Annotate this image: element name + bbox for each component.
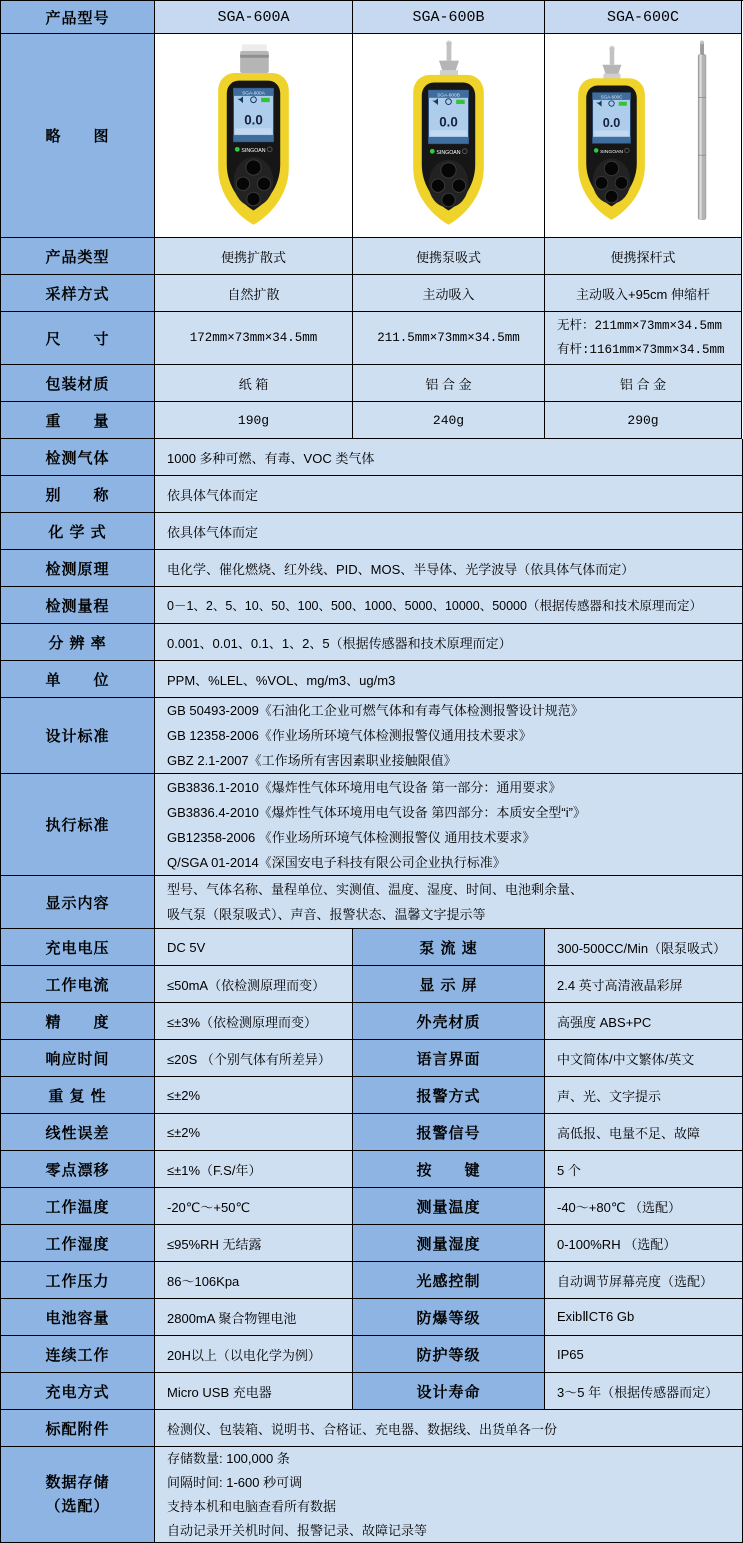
working-temperature-value: -20℃～+50℃ [155,1188,353,1225]
row-label-repeatability: 重 复 性 [1,1077,155,1114]
language-value: 中文简体/中文繁体/英文 [545,1040,743,1077]
execution-standard-line: Q/SGA 01-2014《深国安电子科技有限公司企业执行标准》 [167,854,506,870]
display-screen-value: 2.4 英寸高清液晶彩屏 [545,966,743,1003]
row-continuous-work-protection-rating [1,1336,743,1373]
row-label-alias: 别 称 [1,476,155,513]
row-working-temp-measure-temp [1,1188,743,1225]
explosion-proof-rating-value: ExibⅡCT6 Gb [545,1299,743,1336]
row-execution-standard [1,774,743,876]
units-value: PPM、%LEL、%VOL、mg/m3、ug/m3 [155,661,743,698]
row-packaging [1,365,743,402]
device-photo-sga-600a [155,34,353,238]
row-label-working-humidity: 工作湿度 [1,1225,155,1262]
row-units [1,661,743,698]
row-design-standard [1,698,743,774]
row-zero-drift-buttons [1,1151,743,1188]
header-row [1,1,743,34]
charging-method-value: Micro USB 充电器 [155,1373,353,1410]
dimensions-c [545,312,742,365]
working-humidity-value: ≤95%RH 无结露 [155,1225,353,1262]
row-label-chemical-formula: 化 学 式 [1,513,155,550]
row-label-continuous-work: 连续工作 [1,1336,155,1373]
product-type-a: 便携扩散式 [155,238,353,275]
weight-b: 240g [353,402,545,439]
design-standard-value [155,698,743,774]
screen-reading: 0.0 [439,113,458,129]
row-label-sampling-method: 采样方式 [1,275,155,312]
row-label-measure-humidity: 测量湿度 [353,1225,545,1262]
row-working-current-display-screen [1,966,743,1003]
product-type-c: 便携探杆式 [545,238,742,275]
screen-model-text: SGA-600C [600,94,623,100]
row-label-working-temperature: 工作温度 [1,1188,155,1225]
row-charging-method-design-life [1,1373,743,1410]
design-standard-line: GB 50493-2009《石油化工企业可燃气体和有毒气体检测报警设计规范》 [167,703,584,718]
device-photo-sga-600c [545,34,742,238]
battery-capacity-value: 2800mA 聚合物锂电池 [155,1299,353,1336]
row-label-working-current: 工作电流 [1,966,155,1003]
brand-text: SINGOAN [241,147,266,154]
row-label-buttons: 按 键 [353,1151,545,1188]
row-standard-accessories [1,1410,743,1447]
telescopic-rod-image [698,40,706,219]
execution-standard-line: GB12358-2006 《作业场所环境气体检测报警仪 通用技术要求》 [167,829,536,845]
alarm-signal-value: 高低报、电量不足、故障 [545,1114,743,1151]
row-sampling-method [1,275,743,312]
row-label-units: 单 位 [1,661,155,698]
row-label-dimensions: 尺 寸 [1,312,155,365]
device-photo-sga-600b [353,34,545,238]
row-label-pump-flow: 泵 流 速 [353,929,545,966]
row-alias [1,476,743,513]
repeatability-value: ≤±2% [155,1077,353,1114]
status-led [430,148,435,153]
data-storage-value [155,1447,743,1543]
design-standard-line: GBZ 2.1-2007《工作场所有害因素职业接触限值》 [167,753,457,768]
row-data-storage [1,1447,743,1543]
row-display-content [1,876,743,929]
row-linearity-alarm-signal [1,1114,743,1151]
row-response-time-language [1,1040,743,1077]
accessories-value: 检测仪、包装箱、说明书、合格证、充电器、数据线、出货单各一份 [155,1410,743,1447]
row-label-alarm-signal: 报警信号 [353,1114,545,1151]
dimensions-c-without-rod: 无杆：211mm×73mm×34.5mm [557,319,723,333]
display-content-line: 型号、气体名称、量程单位、实测值、温度、湿度、时间、电池剩余量、 [167,882,584,897]
row-label-design-life: 设计寿命 [353,1373,545,1410]
measure-temperature-value: -40～+80℃ （选配） [545,1188,743,1225]
dimensions-b: 211.5mm×73mm×34.5mm [353,312,545,365]
row-working-pressure-light-control [1,1262,743,1299]
model-name-sga-600a: SGA-600A [155,1,353,34]
detection-range-value: 0－1、2、5、10、50、100、500、1000、5000、10000、50000（根据传感器和技术原理而定） [155,587,743,624]
weight-c: 290g [545,402,742,439]
detection-principle-value: 电化学、催化燃烧、红外线、PID、MOS、半导体、光学波导（依具体气体而定） [155,550,743,587]
pump-flow-value: 300-500CC/Min（限泵吸式） [545,929,743,966]
row-label-packaging: 包装材质 [1,365,155,402]
working-pressure-value: 86～106Kpa [155,1262,353,1299]
row-label-data-storage [1,1447,155,1543]
sampling-a: 自然扩散 [155,275,353,312]
row-resolution [1,624,743,661]
brand-text: SINGOAN [600,149,623,155]
row-working-humidity-measure-humidity [1,1225,743,1262]
buttons-value: 5 个 [545,1151,743,1188]
sampling-b: 主动吸入 [353,275,545,312]
execution-standard-line: GB3836.4-2010《爆炸性气体环境用电气设备 第四部分：本质安全型“i”》 [167,804,586,820]
model-name-sga-600b: SGA-600B [353,1,545,34]
row-accuracy-shell-material [1,1003,743,1040]
row-label-product-type: 产品类型 [1,238,155,275]
packaging-a: 纸 箱 [155,365,353,402]
data-storage-line: 自动记录开关机时间、报警记录、故障记录等 [167,1522,428,1538]
response-time-value: ≤20S （个别气体有所差异） [155,1040,353,1077]
row-label-product-model: 产品型号 [1,1,155,34]
row-label-design-standard: 设计标准 [1,698,155,774]
row-label-accuracy: 精 度 [1,1003,155,1040]
battery-icon [619,101,627,105]
row-weight [1,402,743,439]
row-chemical-formula [1,513,743,550]
gas-detector-pump-image [396,40,501,232]
display-content-value [155,876,743,929]
row-detection-principle [1,550,743,587]
screen-reading: 0.0 [244,112,263,128]
shell-material-value: 高强度 ABS+PC [545,1003,743,1040]
data-storage-line: 支持本机和电脑查看所有数据 [167,1498,337,1514]
data-storage-label-line: 数据存储 [45,1473,110,1491]
row-product-type [1,238,743,275]
row-label-light-control: 光感控制 [353,1262,545,1299]
model-name-sga-600c: SGA-600C [545,1,742,34]
sketch-row [1,34,743,238]
packaging-c: 铝 合 金 [545,365,742,402]
detected-gas-value: 1000 多种可燃、有毒、VOC 类气体 [155,439,743,476]
row-label-detection-principle: 检测原理 [1,550,155,587]
row-dimensions [1,312,743,365]
row-label-sketch: 略 图 [1,34,155,238]
screen-model-text: SGA-600B [437,92,460,98]
product-type-b: 便携泵吸式 [353,238,545,275]
gas-detector-diffusion-image [201,40,306,232]
measure-humidity-value: 0-100%RH （选配） [545,1225,743,1262]
row-label-accessories: 标配附件 [1,1410,155,1447]
row-label-battery-capacity: 电池容量 [1,1299,155,1336]
sampling-c: 主动吸入+95cm 伸缩杆 [545,275,742,312]
row-repeatability-alarm-mode [1,1077,743,1114]
row-label-linearity-error: 线性误差 [1,1114,155,1151]
battery-icon [456,99,465,103]
row-battery-explosion-rating [1,1299,743,1336]
row-label-shell-material: 外壳材质 [353,1003,545,1040]
row-label-weight: 重 量 [1,402,155,439]
continuous-work-value: 20H以上（以电化学为例） [155,1336,353,1373]
chemical-formula-value: 依具体气体而定 [155,513,743,550]
dimensions-c-with-rod: 有杆:1161mm×73mm×34.5mm [557,343,725,357]
row-label-resolution: 分 辨 率 [1,624,155,661]
gas-detector-probe-image [563,40,723,232]
linearity-error-value: ≤±2% [155,1114,353,1151]
row-charge-voltage-pump-flow [1,929,743,966]
data-storage-label-line: （选配） [45,1497,110,1515]
light-control-value: 自动调节屏幕亮度（选配） [545,1262,743,1299]
working-current-value: ≤50mA（依检测原理而变） [155,966,353,1003]
row-detection-range [1,587,743,624]
row-label-execution-standard: 执行标准 [1,774,155,876]
resolution-value: 0.001、0.01、0.1、1、2、5（根据传感器和技术原理而定） [155,624,743,661]
row-label-display-screen: 显 示 屏 [353,966,545,1003]
accuracy-value: ≤±3%（依检测原理而变） [155,1003,353,1040]
execution-standard-line: GB3836.1-2010《爆炸性气体环境用电气设备 第一部分：通用要求》 [167,779,562,795]
weight-a: 190g [155,402,353,439]
status-led [594,148,599,153]
dimensions-a: 172mm×73mm×34.5mm [155,312,353,365]
battery-icon [261,97,270,101]
row-label-protection-rating: 防护等级 [353,1336,545,1373]
alarm-mode-value: 声、光、文字提示 [545,1077,743,1114]
row-label-detected-gas: 检测气体 [1,439,155,476]
row-label-response-time: 响应时间 [1,1040,155,1077]
display-content-line: 吸气泵（限泵吸式）、声音、报警状态、温馨文字提示等 [167,907,486,922]
design-life-value: 3～5 年（根据传感器而定） [545,1373,743,1410]
alias-value: 依具体气体而定 [155,476,743,513]
packaging-b: 铝 合 金 [353,365,545,402]
protection-rating-value: IP65 [545,1336,743,1373]
row-label-display-content: 显示内容 [1,876,155,929]
status-led [235,146,240,151]
zero-drift-value: ≤±1%（F.S/年） [155,1151,353,1188]
row-label-working-pressure: 工作压力 [1,1262,155,1299]
row-detected-gas [1,439,743,476]
row-label-measure-temperature: 测量温度 [353,1188,545,1225]
row-label-explosion-proof-rating: 防爆等级 [353,1299,545,1336]
brand-text: SINGOAN [436,149,461,156]
screen-model-text: SGA-600A [242,90,265,96]
data-storage-line: 存储数量: 100,000 条 [167,1450,290,1466]
row-label-detection-range: 检测量程 [1,587,155,624]
data-storage-line: 间隔时间: 1-600 秒可调 [167,1474,303,1490]
row-label-charging-method: 充电方式 [1,1373,155,1410]
charge-voltage-value: DC 5V [155,929,353,966]
row-label-language: 语言界面 [353,1040,545,1077]
design-standard-line: GB 12358-2006《作业场所环境气体检测报警仪通用技术要求》 [167,728,532,743]
row-label-alarm-mode: 报警方式 [353,1077,545,1114]
screen-reading: 0.0 [602,115,621,130]
execution-standard-value [155,774,743,876]
row-label-zero-drift: 零点漂移 [1,1151,155,1188]
row-label-charge-voltage: 充电电压 [1,929,155,966]
